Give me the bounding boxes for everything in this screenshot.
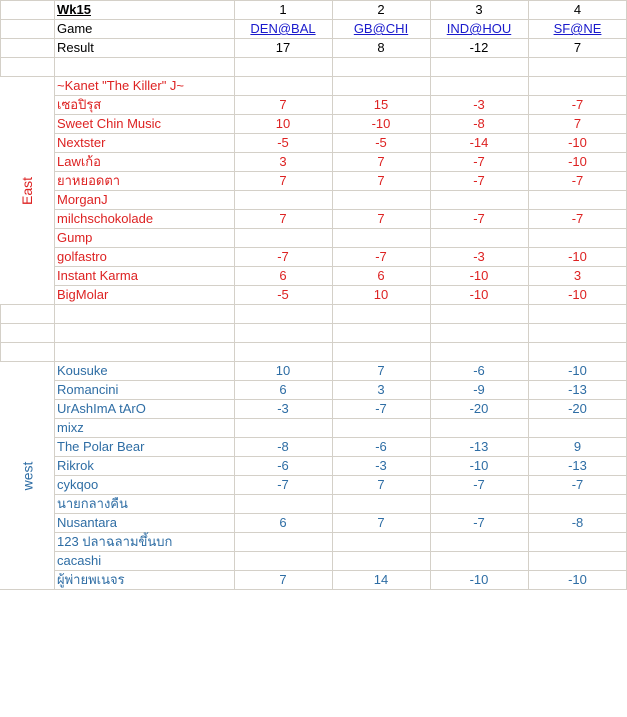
- pick-value: -3: [473, 97, 485, 112]
- pick-value: -6: [473, 363, 485, 378]
- pick-value: -7: [473, 477, 485, 492]
- pick-value: -13: [568, 382, 587, 397]
- pick-value: -7: [277, 477, 289, 492]
- row-gridline: [0, 418, 627, 419]
- player-name: Romancini: [57, 382, 119, 397]
- player-name: Kousuke: [57, 363, 108, 378]
- pick-value: 9: [573, 439, 582, 454]
- pick-value: -10: [568, 249, 587, 264]
- pick-value: -3: [277, 401, 289, 416]
- player-name: Sweet Chin Music: [57, 116, 162, 131]
- game-link[interactable]: SF@NE: [553, 21, 602, 36]
- pick-value: -10: [469, 268, 489, 283]
- player-name: นายกลางคืน: [57, 496, 128, 511]
- player-name: Instant Karma: [57, 268, 138, 283]
- pick-value: -6: [375, 439, 387, 454]
- pick-value: 7: [377, 515, 385, 530]
- result-value: 17: [275, 40, 291, 55]
- pick-value: -10: [568, 572, 587, 587]
- pick-value: -10: [568, 135, 587, 150]
- pick-value: -3: [473, 249, 485, 264]
- pick-value: 7: [279, 572, 287, 587]
- column-index: 3: [475, 2, 483, 17]
- pick-value: 7: [377, 211, 385, 226]
- result-label: Result: [57, 40, 94, 55]
- player-name: golfastro: [57, 249, 107, 264]
- player-name: UrAshImA tArO: [57, 401, 146, 416]
- pick-value: -7: [571, 477, 584, 492]
- player-name: Rikrok: [57, 458, 94, 473]
- game-link[interactable]: IND@HOU: [446, 21, 512, 36]
- pick-value: 7: [377, 154, 385, 169]
- pick-value: -5: [277, 135, 289, 150]
- pick-value: 7: [279, 173, 287, 188]
- column-index: 1: [279, 2, 287, 17]
- pick-value: -7: [473, 515, 485, 530]
- player-name: Nextster: [57, 135, 106, 150]
- row-gridline: [0, 589, 627, 590]
- row-gridline: [0, 57, 627, 58]
- pick-value: 6: [279, 515, 287, 530]
- pick-value: -7: [375, 401, 387, 416]
- pick-value: -10: [469, 572, 489, 587]
- player-name: milchschokolade: [57, 211, 154, 226]
- pick-value: -8: [277, 439, 289, 454]
- player-name: The Polar Bear: [57, 439, 145, 454]
- pick-value: -7: [571, 211, 584, 226]
- row-gridline: [0, 323, 627, 324]
- game-label: Game: [57, 21, 93, 36]
- pick-value: 7: [377, 477, 385, 492]
- pick-value: -7: [473, 154, 485, 169]
- pick-value: -7: [571, 97, 584, 112]
- column-gridline: [54, 0, 55, 589]
- player-name: Gump: [57, 230, 93, 245]
- pick-value: -8: [473, 116, 485, 131]
- player-name: BigMolar: [57, 287, 109, 302]
- pick-value: -13: [469, 439, 489, 454]
- pick-value: -9: [473, 382, 485, 397]
- player-name: ผู้พ่ายพเนจร: [57, 572, 125, 587]
- player-name: cacashi: [57, 553, 102, 568]
- player-name: Nusantara: [57, 515, 117, 530]
- pick-value: -20: [469, 401, 489, 416]
- pick-value: 10: [275, 363, 291, 378]
- pick-value: -5: [277, 287, 289, 302]
- pick-value: -7: [277, 249, 289, 264]
- pick-value: -14: [469, 135, 489, 150]
- player-name: MorganJ: [57, 192, 108, 207]
- pick-value: 3: [279, 154, 287, 169]
- west-group-label: west: [18, 461, 35, 490]
- player-name: เซอปิรุส: [57, 97, 102, 112]
- pick-value: -7: [473, 173, 485, 188]
- game-link[interactable]: DEN@BAL: [250, 21, 316, 36]
- pick-value: 6: [279, 268, 287, 283]
- pick-value: 3: [377, 382, 385, 397]
- week-title: Wk15: [57, 2, 91, 17]
- pick-value: -10: [469, 287, 489, 302]
- player-name: cykqoo: [57, 477, 99, 492]
- pick-value: -10: [568, 363, 587, 378]
- pick-value: -6: [277, 458, 289, 473]
- pick-value: 7: [279, 97, 287, 112]
- row-gridline: [0, 228, 627, 229]
- pick-value: -10: [568, 287, 587, 302]
- result-value: -12: [469, 40, 489, 55]
- pick-value: 10: [373, 287, 389, 302]
- column-index: 4: [573, 2, 582, 17]
- pick-value: 7: [573, 116, 582, 131]
- pick-value: 15: [373, 97, 389, 112]
- player-name: 123 ปลาฉลามขึ้นบก: [57, 534, 173, 549]
- row-gridline: [0, 342, 627, 343]
- game-link[interactable]: GB@CHI: [353, 21, 409, 36]
- east-section-title: ~Kanet "The Killer" J~: [57, 78, 185, 93]
- pick-value: 3: [573, 268, 582, 283]
- pick-value: -10: [469, 458, 489, 473]
- result-value: 7: [573, 40, 582, 55]
- pick-value: -10: [568, 154, 587, 169]
- result-value: 8: [377, 40, 385, 55]
- pick-value: 6: [377, 268, 385, 283]
- pick-value: -7: [375, 249, 387, 264]
- pick-value: -7: [571, 173, 584, 188]
- player-name: Lawเก้อ: [57, 154, 101, 169]
- player-name: mixz: [57, 420, 84, 435]
- pick-value: -10: [371, 116, 391, 131]
- pick-value: 7: [377, 173, 385, 188]
- west-group-cell: [0, 362, 54, 589]
- east-group-cell: [0, 77, 54, 304]
- pick-value: -7: [473, 211, 485, 226]
- pick-value: 6: [279, 382, 287, 397]
- pick-value: 7: [377, 363, 385, 378]
- pick-value: -13: [568, 458, 587, 473]
- pick-value: 14: [373, 572, 389, 587]
- pick-value: 10: [275, 116, 291, 131]
- pick-value: -5: [375, 135, 387, 150]
- pick-value: -20: [568, 401, 587, 416]
- east-group-label: East: [18, 176, 35, 205]
- player-name: ยาหยอดตา: [57, 173, 121, 188]
- pick-value: -8: [571, 515, 584, 530]
- pick-value: 7: [279, 211, 287, 226]
- column-index: 2: [377, 2, 385, 17]
- pick-value: -3: [375, 458, 387, 473]
- row-gridline: [0, 304, 627, 305]
